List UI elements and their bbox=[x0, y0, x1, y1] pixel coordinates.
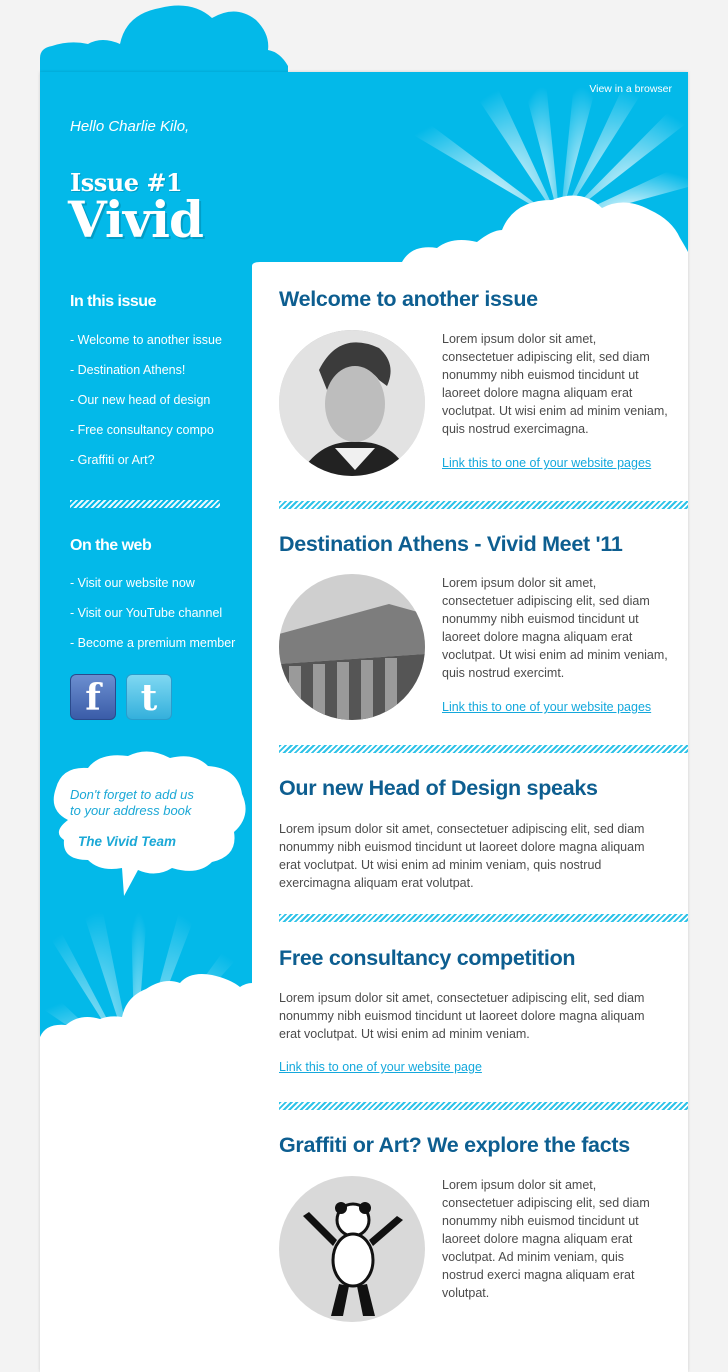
greeting: Hello Charlie Kilo, bbox=[70, 118, 190, 135]
view-in-browser-link[interactable]: View in a browser bbox=[589, 83, 672, 95]
address-book-reminder: Don't forget to add us to your address book bbox=[70, 787, 194, 818]
section-divider bbox=[279, 914, 688, 922]
speech-bubble bbox=[48, 750, 248, 900]
sidebar-item-athens[interactable]: - Destination Athens! bbox=[70, 363, 186, 377]
visit-website-link[interactable]: - Visit our website now bbox=[70, 576, 195, 590]
graffiti-panda-photo bbox=[279, 1176, 425, 1322]
sidebar-cloud bbox=[40, 967, 252, 1077]
on-the-web-heading: On the web bbox=[70, 537, 152, 554]
sidebar-item-graffiti[interactable]: - Graffiti or Art? bbox=[70, 453, 155, 467]
issue-number: Issue #1 bbox=[70, 168, 183, 197]
web-links bbox=[70, 575, 235, 665]
sidebar-item-welcome[interactable]: - Welcome to another issue bbox=[70, 333, 222, 347]
article-5-title: Graffiti or Art? We explore the facts bbox=[279, 1133, 630, 1157]
article-2-body: Lorem ipsum dolor sit amet, consectetuer adipiscing elit, sed diam nonummy nibh euismod tincidunt ut laoreet dolore magna aliquam erat voclutpat. Ut wisi enim ad minim veniam, quis nostrud exercimt. bbox=[442, 576, 668, 680]
article-4-title: Free consultancy competition bbox=[279, 946, 576, 970]
section-divider bbox=[279, 501, 688, 509]
in-this-issue-heading: In this issue bbox=[70, 293, 156, 310]
article-4-link[interactable]: Link this to one of your website page bbox=[279, 1060, 482, 1074]
article-1-link[interactable]: Link this to one of your website pages bbox=[442, 456, 652, 470]
newsletter bbox=[40, 0, 688, 1354]
facebook-icon: f bbox=[85, 677, 101, 719]
youtube-channel-link[interactable]: - Visit our YouTube channel bbox=[70, 606, 223, 620]
article-1-body: Lorem ipsum dolor sit amet, consectetuer adipiscing elit, sed diam nonummy nibh euismod tincidunt ut laoreet dolore magna aliquam erat voclutpat. Ut wisi enim ad minim veniam, quis nostrud exercimagna. bbox=[442, 332, 668, 436]
twitter-button[interactable] bbox=[126, 674, 172, 720]
article-5-body: Lorem ipsum dolor sit amet, consectetuer adipiscing elit, sed diam nonummy nibh euismod tincidunt ut laoreet dolore magna aliquam erat voclutpat. Ad minim veniam, quis nostrud exerci magna aliquam erat volutpat. bbox=[442, 1178, 650, 1300]
top-cloud bbox=[40, 0, 688, 80]
parthenon-photo bbox=[279, 574, 425, 720]
section-divider bbox=[279, 745, 688, 753]
section-divider bbox=[279, 1102, 688, 1110]
article-3-title: Our new Head of Design speaks bbox=[279, 776, 598, 800]
article-2-title: Destination Athens - Vivid Meet '11 bbox=[279, 532, 623, 556]
article-1-title: Welcome to another issue bbox=[279, 287, 538, 311]
article-2-link[interactable]: Link this to one of your website pages bbox=[442, 700, 652, 714]
sidebar-item-consultancy[interactable]: - Free consultancy compo bbox=[70, 423, 214, 437]
issue-nav bbox=[70, 332, 222, 482]
article-4-body: Lorem ipsum dolor sit amet, consectetuer adipiscing elit, sed diam nonummy nibh euismod tincidunt ut laoreet dolore magna aliquam erat voclutpat. Ut wisi enim ad minim veniam. bbox=[279, 991, 645, 1041]
facebook-button[interactable] bbox=[70, 674, 116, 720]
sidebar-divider bbox=[70, 500, 220, 508]
sidebar-item-head-of-design[interactable]: - Our new head of design bbox=[70, 393, 211, 407]
header-cloud bbox=[252, 192, 688, 272]
article-3-body: Lorem ipsum dolor sit amet, consectetuer adipiscing elit, sed diam nonummy nibh euismod tincidunt ut laoreet dolore magna aliquam erat voclutpat. Ut wisi enim ad minim veniam, quis nostrud exercimagna aliquam erat volutpat. bbox=[279, 822, 645, 890]
portrait-photo bbox=[279, 330, 425, 476]
team-signature: The Vivid Team bbox=[78, 834, 177, 849]
email-body bbox=[40, 72, 688, 1372]
twitter-icon: t bbox=[140, 677, 158, 719]
premium-member-link[interactable]: - Become a premium member bbox=[70, 636, 236, 650]
brand-title: Vivid bbox=[68, 190, 203, 249]
